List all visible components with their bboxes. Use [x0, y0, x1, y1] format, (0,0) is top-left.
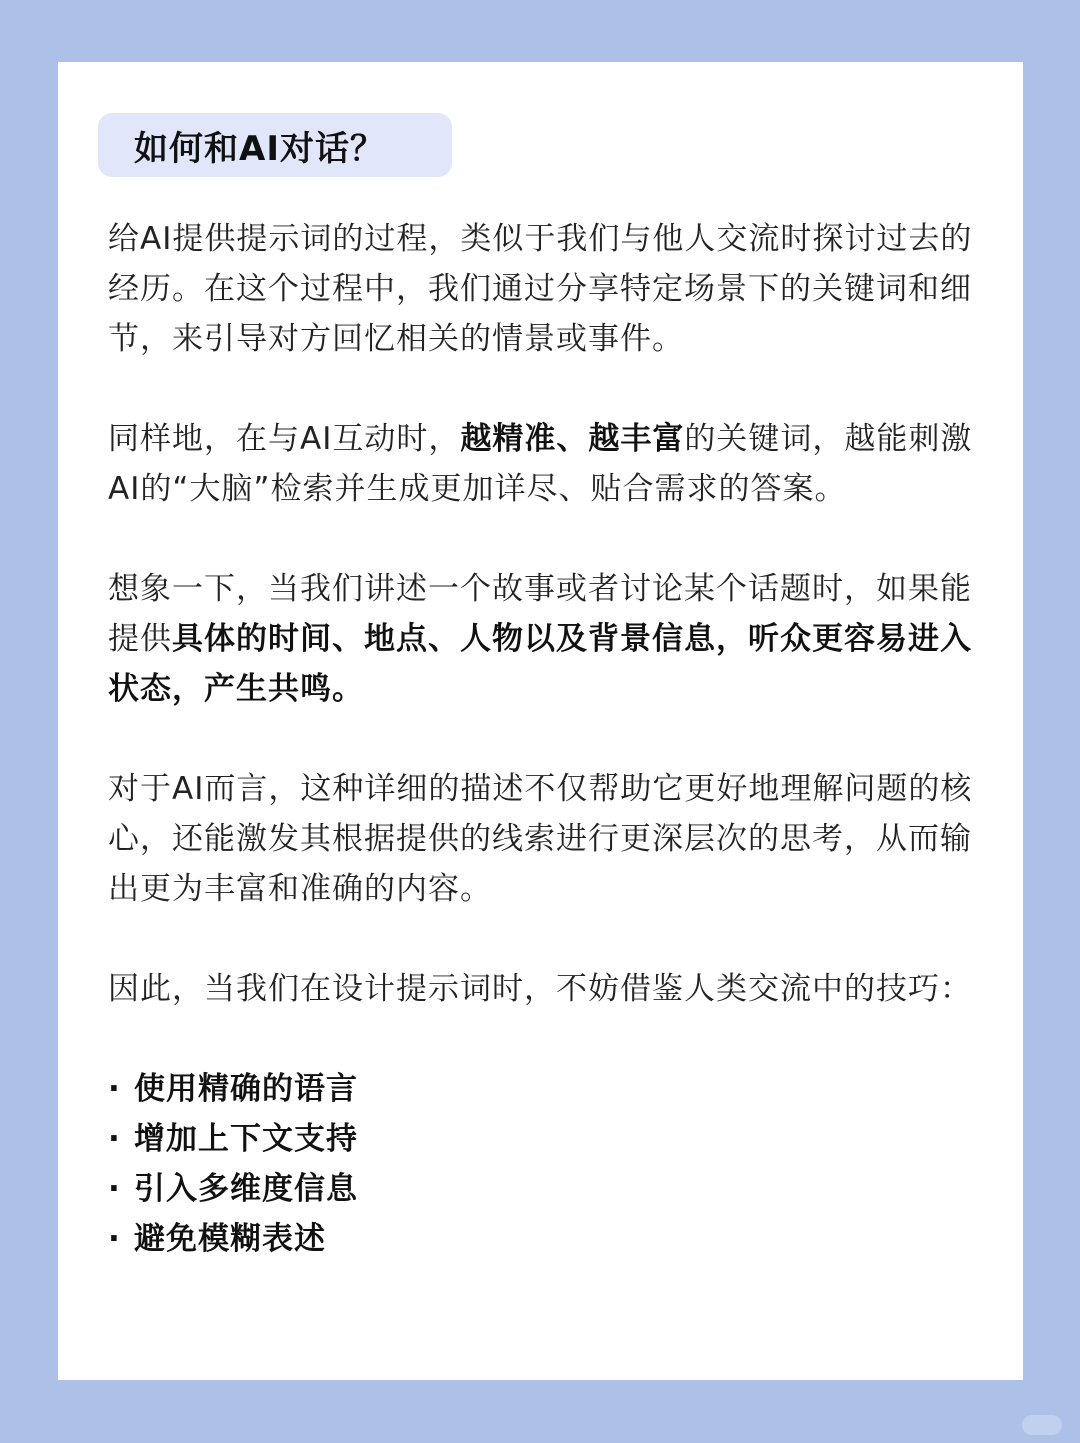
paragraph-4 — [108, 764, 976, 914]
tip-text: 避免模糊表述 — [134, 1221, 326, 1257]
paragraph-3 — [108, 564, 976, 714]
paragraph-text: 对于AI而言，这种详细的描述不仅帮助它更好地理解问题的核心，还能激发其根据提供的线索进行更深层次的思考，从而输出更为丰富和准确的内容。 — [108, 771, 973, 907]
bullet-icon: · — [108, 1121, 121, 1157]
paragraph-1 — [108, 214, 976, 364]
paragraph-text: 想象一下，当我们讲述一个故事或者讨论某个话题时，如果能提供 — [108, 571, 972, 657]
tip-text: 使用精确的语言 — [134, 1071, 358, 1107]
content-card — [58, 62, 1023, 1380]
list-item — [108, 1164, 976, 1214]
paragraph-text: 因此，当我们在设计提示词时，不妨借鉴人类交流中的技巧： — [108, 971, 972, 1007]
article-body — [108, 214, 976, 1264]
emphasis-text: 具体的时间、地点、人物以及背景信息，听众更容易进入状态，产生共鸣。 — [108, 621, 972, 707]
list-item — [108, 1064, 976, 1114]
tip-text: 引入多维度信息 — [134, 1171, 358, 1207]
emphasis-text: 越精准、越丰富 — [460, 421, 685, 457]
paragraph-text: 的关键词，越能刺激AI的“大脑”检索并生成更加详尽、贴合需求的答案。 — [108, 421, 973, 507]
paragraph-2 — [108, 414, 976, 514]
title-badge — [98, 113, 452, 177]
bullet-icon: · — [108, 1171, 121, 1207]
list-item — [108, 1114, 976, 1164]
tips-list — [108, 1064, 976, 1264]
page-title: 如何和AI对话？ — [134, 128, 385, 169]
tip-text: 增加上下文支持 — [134, 1121, 358, 1157]
bullet-icon: · — [108, 1071, 121, 1107]
list-item — [108, 1214, 976, 1264]
paragraph-5 — [108, 964, 976, 1014]
watermark-icon — [1022, 1415, 1062, 1435]
paragraph-text: 同样地，在与AI互动时， — [108, 421, 461, 457]
paragraph-text: 给AI提供提示词的过程，类似于我们与他人交流时探讨过去的经历。在这个过程中，我们通过分享特定场景下的关键词和细节，来引导对方回忆相关的情景或事件。 — [108, 221, 973, 357]
bullet-icon: · — [108, 1221, 121, 1257]
